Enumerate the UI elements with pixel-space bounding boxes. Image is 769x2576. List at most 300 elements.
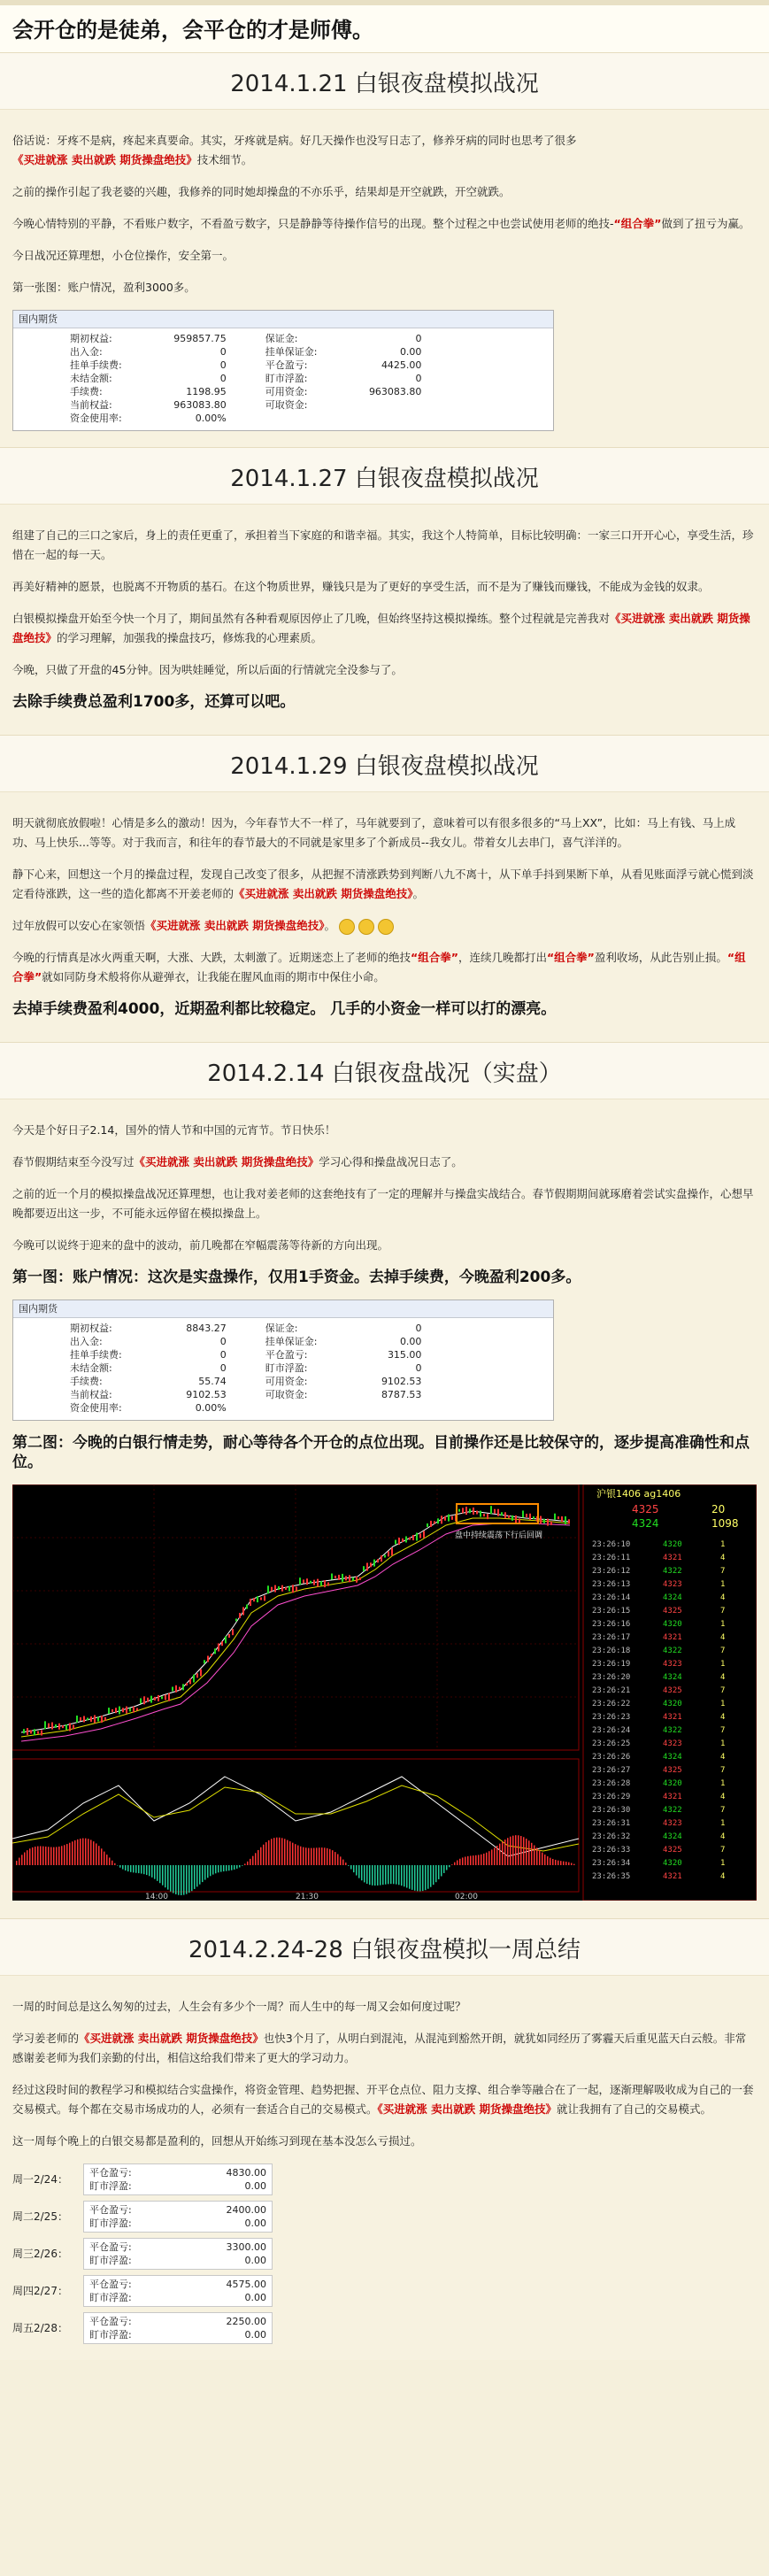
candle xyxy=(48,1724,50,1728)
account-label: 盯市浮盈: xyxy=(265,373,308,384)
pl-label: 平仓盈亏: xyxy=(89,2167,132,2179)
tick-cell: 7 xyxy=(720,1726,726,1735)
macd-bar xyxy=(106,1855,108,1865)
candle xyxy=(529,1514,531,1520)
macd-bar xyxy=(515,1835,517,1865)
price-chart xyxy=(12,1485,757,1901)
candle xyxy=(97,1717,99,1722)
macd-bar xyxy=(550,1858,551,1865)
candle xyxy=(370,1562,372,1567)
macd-bar xyxy=(165,1865,166,1887)
paragraph: 今晚，只做了开盘的45分钟。因为哄娃睡觉，所以后面的行情就完全没参与了。 xyxy=(12,663,403,676)
account-label: 可用资金: xyxy=(265,386,308,397)
candle xyxy=(441,1516,442,1523)
macd-bar xyxy=(512,1836,514,1865)
macd-bar xyxy=(19,1858,20,1865)
candle xyxy=(377,1559,379,1562)
account-label: 盯市浮盈: xyxy=(265,1362,308,1374)
macd-bar xyxy=(24,1853,26,1865)
candle xyxy=(147,1698,149,1702)
week-day-row xyxy=(12,2201,757,2233)
macd-bar xyxy=(125,1865,127,1870)
macd-bar xyxy=(276,1838,278,1865)
candle xyxy=(87,1718,88,1721)
candle xyxy=(228,1634,230,1638)
macd-bar xyxy=(568,1863,570,1865)
account-value xyxy=(320,398,425,412)
section-title: 2014.1.21 白银夜盘模拟战况 xyxy=(0,53,769,110)
macd-bar xyxy=(218,1865,219,1872)
book-link[interactable]: 《买进就涨 卖出就跌 期货操盘绝技》 xyxy=(377,2102,557,2116)
candle xyxy=(561,1516,563,1522)
macd-bar xyxy=(372,1865,373,1886)
tick-cell: 4320 xyxy=(663,1540,682,1549)
candle xyxy=(490,1506,492,1514)
page-headline xyxy=(0,0,769,52)
macd-bar xyxy=(496,1846,498,1865)
account-label: 挂单手续费: xyxy=(70,359,122,371)
candle xyxy=(349,1575,350,1582)
candle xyxy=(112,1709,113,1712)
macd-bar xyxy=(470,1855,472,1865)
macd-bar xyxy=(337,1855,339,1866)
macd-bar xyxy=(406,1865,408,1888)
tick-cell: 1 xyxy=(720,1620,726,1629)
section-body xyxy=(0,505,769,735)
candle xyxy=(214,1648,216,1654)
headline-text: 会开仓的是徒弟，会平仓的才是师傅。 xyxy=(12,18,373,42)
account-row xyxy=(66,1401,425,1415)
candle xyxy=(168,1693,170,1701)
macd-bar xyxy=(45,1847,47,1865)
macd-bar xyxy=(552,1859,554,1865)
candle xyxy=(416,1533,418,1541)
macd-bar xyxy=(35,1847,36,1865)
account-value: 0 xyxy=(219,359,227,371)
book-link[interactable]: 《买进就涨 卖出就跌 期货操盘绝技》 xyxy=(234,887,413,900)
tick-cell: 1 xyxy=(720,1859,726,1868)
candle xyxy=(55,1724,57,1728)
candle xyxy=(30,1730,32,1733)
macd-bar xyxy=(433,1865,434,1885)
macd-bar xyxy=(523,1837,525,1865)
macd-bar xyxy=(207,1865,209,1878)
section-body xyxy=(0,1976,769,2360)
candle xyxy=(200,1670,202,1677)
combo-link[interactable]: “组合拳” xyxy=(12,951,746,983)
candle xyxy=(165,1694,166,1700)
macd-bar xyxy=(473,1855,474,1865)
candle xyxy=(462,1508,464,1513)
tick-cell: 7 xyxy=(720,1806,726,1815)
tick-cell: 23:26:23 xyxy=(592,1713,631,1722)
macd-bar xyxy=(560,1861,562,1865)
tick-cell: 1 xyxy=(720,1660,726,1669)
candle xyxy=(363,1566,365,1571)
candle xyxy=(331,1574,333,1580)
paragraph: 明天就彻底放假啦！心情是多么的激动！因为，今年春节大不一样了，马年就要到了，意味着可以有很多很多的“马上XX”，比如：马上有钱、马上成功、马上快乐...等等。对于我而言，和往年的春节最大的不同就是家里多了个新成员--我女儿。带着女儿去串门，喜气洋洋的。 xyxy=(12,816,736,849)
macd-bar xyxy=(542,1853,543,1865)
macd-bar xyxy=(356,1865,358,1876)
account-row xyxy=(66,412,425,425)
candle xyxy=(299,1577,301,1585)
macd-bar xyxy=(563,1862,565,1865)
macd-bar xyxy=(358,1865,360,1878)
macd-bar xyxy=(194,1865,196,1889)
macd-bar xyxy=(133,1865,135,1872)
bid-volume: 1098 xyxy=(711,1517,739,1530)
candle xyxy=(476,1511,478,1515)
macd-bar xyxy=(300,1847,302,1865)
account-panel xyxy=(12,1300,554,1421)
float-value: 0.00 xyxy=(244,2329,266,2341)
macd-bar xyxy=(297,1846,299,1865)
macd-bar xyxy=(430,1865,432,1887)
candle xyxy=(303,1579,304,1583)
candle xyxy=(278,1586,280,1590)
candle xyxy=(34,1729,35,1735)
section-2014-1-27 xyxy=(0,447,769,735)
candle xyxy=(473,1508,474,1515)
macd-bar xyxy=(29,1848,31,1865)
float-label: 盯市浮盈: xyxy=(89,2217,132,2229)
macd-bar xyxy=(271,1839,273,1865)
account-value: 0 xyxy=(219,346,227,358)
tick-cell: 7 xyxy=(720,1607,726,1616)
account-label: 未结金额: xyxy=(70,1362,112,1374)
candle xyxy=(320,1581,322,1585)
candle xyxy=(136,1708,138,1711)
candle xyxy=(126,1707,127,1714)
tick-cell: 4 xyxy=(720,1753,726,1762)
pl-label: 平仓盈亏: xyxy=(89,2241,132,2253)
paragraph: 过年放假可以安心在家领悟《买进就涨 卖出就跌 期货操盘绝技》。 xyxy=(12,916,757,936)
macd-bar xyxy=(478,1855,480,1865)
candle xyxy=(345,1576,347,1580)
account-label xyxy=(230,412,321,425)
macd-bar xyxy=(112,1861,113,1865)
macd-bar xyxy=(332,1850,334,1865)
account-table xyxy=(66,1322,425,1415)
combo-link[interactable]: “组合拳” xyxy=(546,951,595,964)
tick-cell: 1 xyxy=(720,1739,726,1748)
account-value: 0 xyxy=(219,1362,227,1374)
candle xyxy=(175,1685,177,1693)
candle xyxy=(327,1583,329,1586)
account-label: 未结金额: xyxy=(70,373,112,384)
candle xyxy=(267,1585,269,1593)
candle xyxy=(451,1516,453,1520)
macd-bar xyxy=(247,1862,249,1865)
day-label: 周三2/26： xyxy=(12,2248,68,2260)
candle xyxy=(285,1587,287,1590)
macd-bar xyxy=(287,1840,288,1865)
macd-bar xyxy=(335,1852,336,1865)
candle xyxy=(62,1725,64,1728)
macd-bar xyxy=(151,1865,153,1878)
candle xyxy=(402,1539,404,1542)
account-header: 国内期货 xyxy=(13,311,553,328)
macd-bar xyxy=(441,1865,442,1876)
tick-cell: 4325 xyxy=(663,1686,682,1695)
candle xyxy=(427,1523,428,1527)
pl-value: 3300.00 xyxy=(226,2241,266,2253)
tick-cell: 4 xyxy=(720,1593,726,1602)
tick-cell: 4322 xyxy=(663,1567,682,1576)
candle xyxy=(76,1716,78,1723)
account-label: 资金使用率: xyxy=(70,413,122,424)
macd-bar xyxy=(88,1839,89,1865)
macd-bar xyxy=(268,1840,270,1865)
macd-bar xyxy=(21,1855,23,1865)
account-row xyxy=(66,345,425,359)
candle xyxy=(143,1696,145,1704)
macd-bar xyxy=(104,1852,105,1865)
candle xyxy=(196,1673,198,1677)
candle xyxy=(186,1683,188,1685)
tick-cell: 23:26:22 xyxy=(592,1700,631,1708)
section-body xyxy=(0,1099,769,1918)
tick-cell: 23:26:13 xyxy=(592,1580,631,1589)
account-label: 平仓盈亏: xyxy=(265,359,308,371)
account-row xyxy=(66,1322,425,1335)
macd-bar xyxy=(66,1844,68,1865)
tick-cell: 23:26:28 xyxy=(592,1779,631,1788)
macd-bar xyxy=(382,1865,384,1885)
time-label: 21:30 xyxy=(296,1893,319,1901)
section-title: 2014.1.29 白银夜盘模拟战况 xyxy=(0,736,769,792)
candle xyxy=(44,1721,46,1729)
tick-cell: 4321 xyxy=(663,1793,682,1801)
tick-cell: 4325 xyxy=(663,1846,682,1855)
candle xyxy=(458,1509,460,1512)
macd-bar xyxy=(127,1865,129,1871)
account-value: 8843.27 xyxy=(186,1323,227,1334)
tick-cell: 4324 xyxy=(663,1593,682,1602)
book-link[interactable]: 《买进就涨 卖出就跌 期货操盘绝技》 xyxy=(79,2032,264,2045)
account-row xyxy=(66,398,425,412)
account-row xyxy=(66,332,425,345)
macd-bar xyxy=(64,1845,65,1865)
tick-cell: 4323 xyxy=(663,1660,682,1669)
candle xyxy=(508,1516,510,1518)
macd-bar xyxy=(454,1863,456,1865)
macd-bar xyxy=(518,1835,519,1865)
candle xyxy=(306,1578,308,1585)
macd-bar xyxy=(173,1865,174,1893)
candle xyxy=(296,1587,297,1592)
account-value xyxy=(320,412,425,425)
macd-bar xyxy=(157,1865,158,1881)
candle xyxy=(483,1514,485,1516)
paragraph: 之前的近一个月的模拟操盘战况还算理想，也让我对姜老师的这套绝技有了一定的理解并与操盘实战结合。春节假期期间就琢磨着尝试实盘操作，心想早晚都要迈出这一步，不可能永远停留在模拟操盘上。 xyxy=(12,1187,754,1220)
account-value: 9102.53 xyxy=(186,1389,227,1400)
candle xyxy=(129,1708,131,1711)
candle xyxy=(281,1585,283,1592)
tick-cell: 23:26:29 xyxy=(592,1793,631,1801)
book-link[interactable]: 《买进就涨 卖出就跌 期货操盘绝技》 xyxy=(134,1155,319,1168)
macd-bar xyxy=(350,1865,352,1870)
candle xyxy=(83,1716,85,1723)
tick-cell: 23:26:16 xyxy=(592,1620,631,1629)
paragraph: 学习姜老师的《买进就涨 卖出就跌 期货操盘绝技》也快3个月了，从明白到混沌，从混沌到豁然开朗，就犹如同经历了雾霾天后重见蓝天白云般。非常感谢姜老师为我们亲勤的付出，相信这给我们带来了更大的学习动力。 xyxy=(12,2032,747,2064)
candle xyxy=(434,1521,435,1523)
account-row xyxy=(66,385,425,398)
tick-cell: 4323 xyxy=(663,1819,682,1828)
candle xyxy=(359,1577,361,1580)
candle xyxy=(547,1519,549,1526)
macd-bar xyxy=(109,1857,111,1865)
macd-bar xyxy=(385,1865,387,1885)
candle xyxy=(264,1595,265,1600)
candle xyxy=(448,1515,450,1522)
paragraph: 白银模拟操盘开始至今快一个月了，期间虽然有各种看观原因停止了几晚，但始终坚持这模拟操练。整个过程就是完善我对《买进就涨 卖出就跌 期货操盘绝技》的学习理解，加强我的操盘技巧，修炼我的心理素质。 xyxy=(12,612,750,644)
account-label: 当前权益: xyxy=(70,399,112,411)
macd-bar xyxy=(96,1843,97,1865)
macd-bar xyxy=(446,1865,448,1870)
account-value: 0 xyxy=(219,1349,227,1361)
tick-cell: 23:26:19 xyxy=(592,1660,631,1669)
account-label: 可取资金: xyxy=(265,1389,308,1400)
day-result xyxy=(83,2312,273,2344)
tick-cell: 23:26:35 xyxy=(592,1872,631,1881)
macd-bar xyxy=(138,1865,140,1873)
account-value: 0.00 xyxy=(399,346,422,358)
macd-bar xyxy=(154,1865,156,1879)
candle xyxy=(119,1707,120,1715)
tick-cell: 1 xyxy=(720,1700,726,1708)
tick-cell: 23:26:24 xyxy=(592,1726,631,1735)
pl-label: 平仓盈亏: xyxy=(89,2316,132,2327)
macd-bar xyxy=(146,1865,148,1875)
macd-bar xyxy=(69,1843,71,1865)
book-link[interactable]: 《买进就涨 卖出就跌 期货操盘绝技》 xyxy=(12,153,197,166)
candle xyxy=(324,1580,326,1587)
day-label: 周五2/28： xyxy=(12,2322,68,2334)
paragraph: 今晚的行情真是冰火两重天啊，大涨、大跌，太刺激了。近期迷恋上了老师的绝技“组合拳”，连续几晚都打出“组合拳”盈利收场，从此告别止损。“组合拳”就如同防身术般将你从避弹衣，让我能在腥风血雨的期市中保住小命。 xyxy=(12,951,746,983)
tick-cell: 23:26:26 xyxy=(592,1753,631,1762)
macd-bar xyxy=(273,1838,275,1865)
macd-bar xyxy=(401,1865,403,1886)
pl-value: 4830.00 xyxy=(226,2167,266,2179)
account-value: 0 xyxy=(219,1336,227,1347)
macd-bar xyxy=(98,1846,100,1865)
candle xyxy=(501,1512,503,1516)
macd-bar xyxy=(119,1865,121,1868)
top-strip xyxy=(0,0,769,5)
macd-bar xyxy=(547,1856,549,1865)
candle xyxy=(487,1514,488,1519)
account-value: 8787.53 xyxy=(381,1389,422,1400)
paragraph: 今天是个好日子2.14，国外的情人节和中国的元宵节。节日快乐！ xyxy=(12,1123,336,1137)
tick-cell: 4 xyxy=(720,1554,726,1562)
book-link[interactable]: 《买进就涨 卖出就跌 期货操盘绝技》 xyxy=(12,612,750,644)
macd-bar xyxy=(215,1865,217,1873)
candle xyxy=(423,1531,425,1538)
macd-bar xyxy=(425,1865,427,1890)
tick-cell: 23:26:32 xyxy=(592,1832,631,1841)
combo-link[interactable]: “组合拳” xyxy=(613,217,662,230)
ask-price: 4325 xyxy=(632,1503,659,1516)
day-label: 周二2/25： xyxy=(12,2210,68,2223)
macd-bar xyxy=(204,1865,206,1880)
macd-bar xyxy=(303,1847,304,1865)
macd-bar xyxy=(390,1865,392,1884)
tick-cell: 4325 xyxy=(663,1607,682,1616)
macd-bar xyxy=(393,1865,395,1884)
candle xyxy=(342,1574,343,1582)
tick-cell: 4323 xyxy=(663,1739,682,1748)
macd-bar xyxy=(380,1865,381,1886)
account-row xyxy=(66,1348,425,1361)
candle xyxy=(257,1596,258,1602)
macd-bar xyxy=(181,1865,182,1895)
candle xyxy=(533,1516,534,1519)
macd-bar xyxy=(289,1841,291,1865)
tick-cell: 4 xyxy=(720,1713,726,1722)
macd-bar xyxy=(520,1836,522,1865)
account-label: 出入金: xyxy=(70,1336,103,1347)
macd-bar xyxy=(571,1863,573,1865)
tick-cell: 4324 xyxy=(663,1753,682,1762)
pl-value: 2400.00 xyxy=(226,2204,266,2216)
candle xyxy=(23,1729,25,1733)
float-label: 盯市浮盈: xyxy=(89,2292,132,2303)
macd-bar xyxy=(316,1847,318,1865)
combo-link[interactable]: “组合拳” xyxy=(411,951,458,964)
macd-bar xyxy=(40,1847,42,1865)
tick-cell: 4320 xyxy=(663,1700,682,1708)
macd-bar xyxy=(409,1865,411,1889)
pl-value: 4575.00 xyxy=(226,2279,266,2290)
macd-bar xyxy=(56,1847,58,1865)
candle xyxy=(465,1507,467,1515)
macd-bar xyxy=(422,1865,424,1891)
macd-bar xyxy=(183,1865,185,1895)
macd-bar xyxy=(366,1865,368,1884)
candle xyxy=(246,1605,248,1609)
account-panel xyxy=(12,310,554,431)
section-2014-2-24-28 xyxy=(0,1918,769,2360)
candle xyxy=(260,1598,262,1600)
paragraph: 静下心来，回想这一个月的操盘过程，发现自己改变了很多，从把握不清涨跌势到判断八九不离十，从下单手抖到果断下单，从看见账面浮亏就心慌到淡定看待涨跌，这一些的造化都离不开姜老师的《买进就涨 卖出就跌 期货操盘绝技》。 xyxy=(12,868,754,900)
macd-bar xyxy=(528,1840,530,1865)
candle xyxy=(384,1555,386,1558)
macd-bar xyxy=(42,1847,44,1865)
candle xyxy=(522,1510,524,1517)
account-header: 国内期货 xyxy=(13,1300,553,1318)
macd-bar xyxy=(220,1865,222,1872)
account-value: 963083.80 xyxy=(173,399,227,411)
candle xyxy=(133,1707,135,1713)
book-link[interactable]: 《买进就涨 卖出就跌 期货操盘绝技》 xyxy=(145,919,325,932)
tick-cell: 23:26:27 xyxy=(592,1766,631,1775)
macd-bar xyxy=(321,1847,323,1865)
pl-label: 平仓盈亏: xyxy=(89,2279,132,2290)
macd-bar xyxy=(449,1865,450,1867)
candle xyxy=(373,1560,375,1567)
macd-bar xyxy=(122,1865,124,1870)
account-value: 315.00 xyxy=(387,1349,422,1361)
candle xyxy=(366,1563,368,1571)
tick-cell: 1 xyxy=(720,1819,726,1828)
tick-cell: 23:26:33 xyxy=(592,1846,631,1855)
week-day-row xyxy=(12,2275,757,2307)
macd-bar xyxy=(558,1861,559,1865)
macd-bar xyxy=(199,1865,201,1885)
macd-bar xyxy=(419,1865,421,1891)
paragraph: 俗话说：牙疼不是病，疼起来真要命。其实，牙疼就是病。好几天操作也没写日志了，修养牙病的同时也思考了很多《买进就涨 卖出就跌 期货操盘绝技》技术细节。 xyxy=(12,134,577,166)
